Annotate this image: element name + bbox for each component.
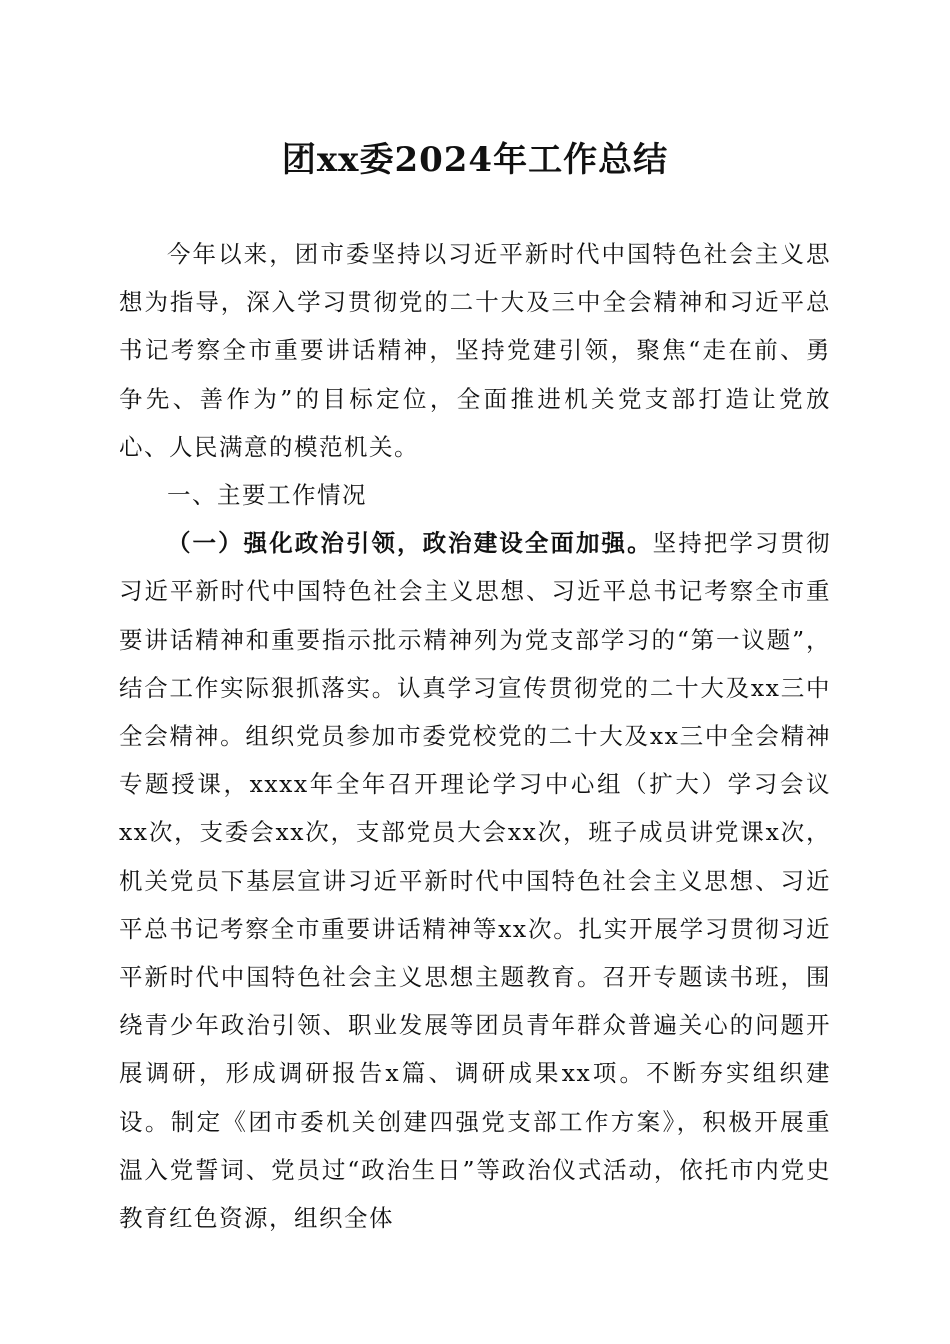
intro-paragraph: 今年以来，团市委坚持以习近平新时代中国特色社会主义思想为指导，深入学习贯彻党的二十大及三中全会精神和习近平总书记考察全市重要讲话精神，坚持党建引领，聚焦“走在前、勇争先、善作为”的目标定位，全面推进机关党支部打造让党放心、人民满意的模范机关。 <box>119 240 831 461</box>
subsection-body: 坚持把学习贯彻习近平新时代中国特色社会主义思想、习近平总书记考察全市重要讲话精神和重要指示批示精神列为党支部学习的“第一议题”，结合工作实际狠抓落实。认真学习宣传贯彻党的二十大及xx三中全会精神。组织党员参加市委党校党的二十大及xx三中全会精神专题授课，xxxx年全年召开理论学习中心组（扩大）学习会议xx次，支委会xx次，支部党员大会xx次，班子成员讲党课x次，机关党员下基层宣讲习近平新时代中国特色社会主义思想、习近平总书记考察全市重要讲话精神等xx次。扎实开展学习贯彻习近平新时代中国特色社会主义思想主题教育。召开专题读书班，围绕青少年政治引领、职业发展等团员青年群众普遍关心的问题开展调研，形成调研报告x篇、调研成果xx项。不断夯实组织建设。制定《团市委机关创建四强党支部工作方案》，积极开展重温入党誓词、党员过“政治生日”等政治仪式活动，依托市内党史教育红色资源，组织全体 <box>119 529 832 1233</box>
document-title: 团xx委2024年工作总结 <box>281 140 669 180</box>
document-body <box>119 230 831 1242</box>
subsection-paragraph <box>119 519 831 1242</box>
section-heading: 一、主要工作情况 <box>167 481 367 510</box>
subsection-lead: （一）强化政治引领，政治建设全面加强。 <box>167 529 653 558</box>
